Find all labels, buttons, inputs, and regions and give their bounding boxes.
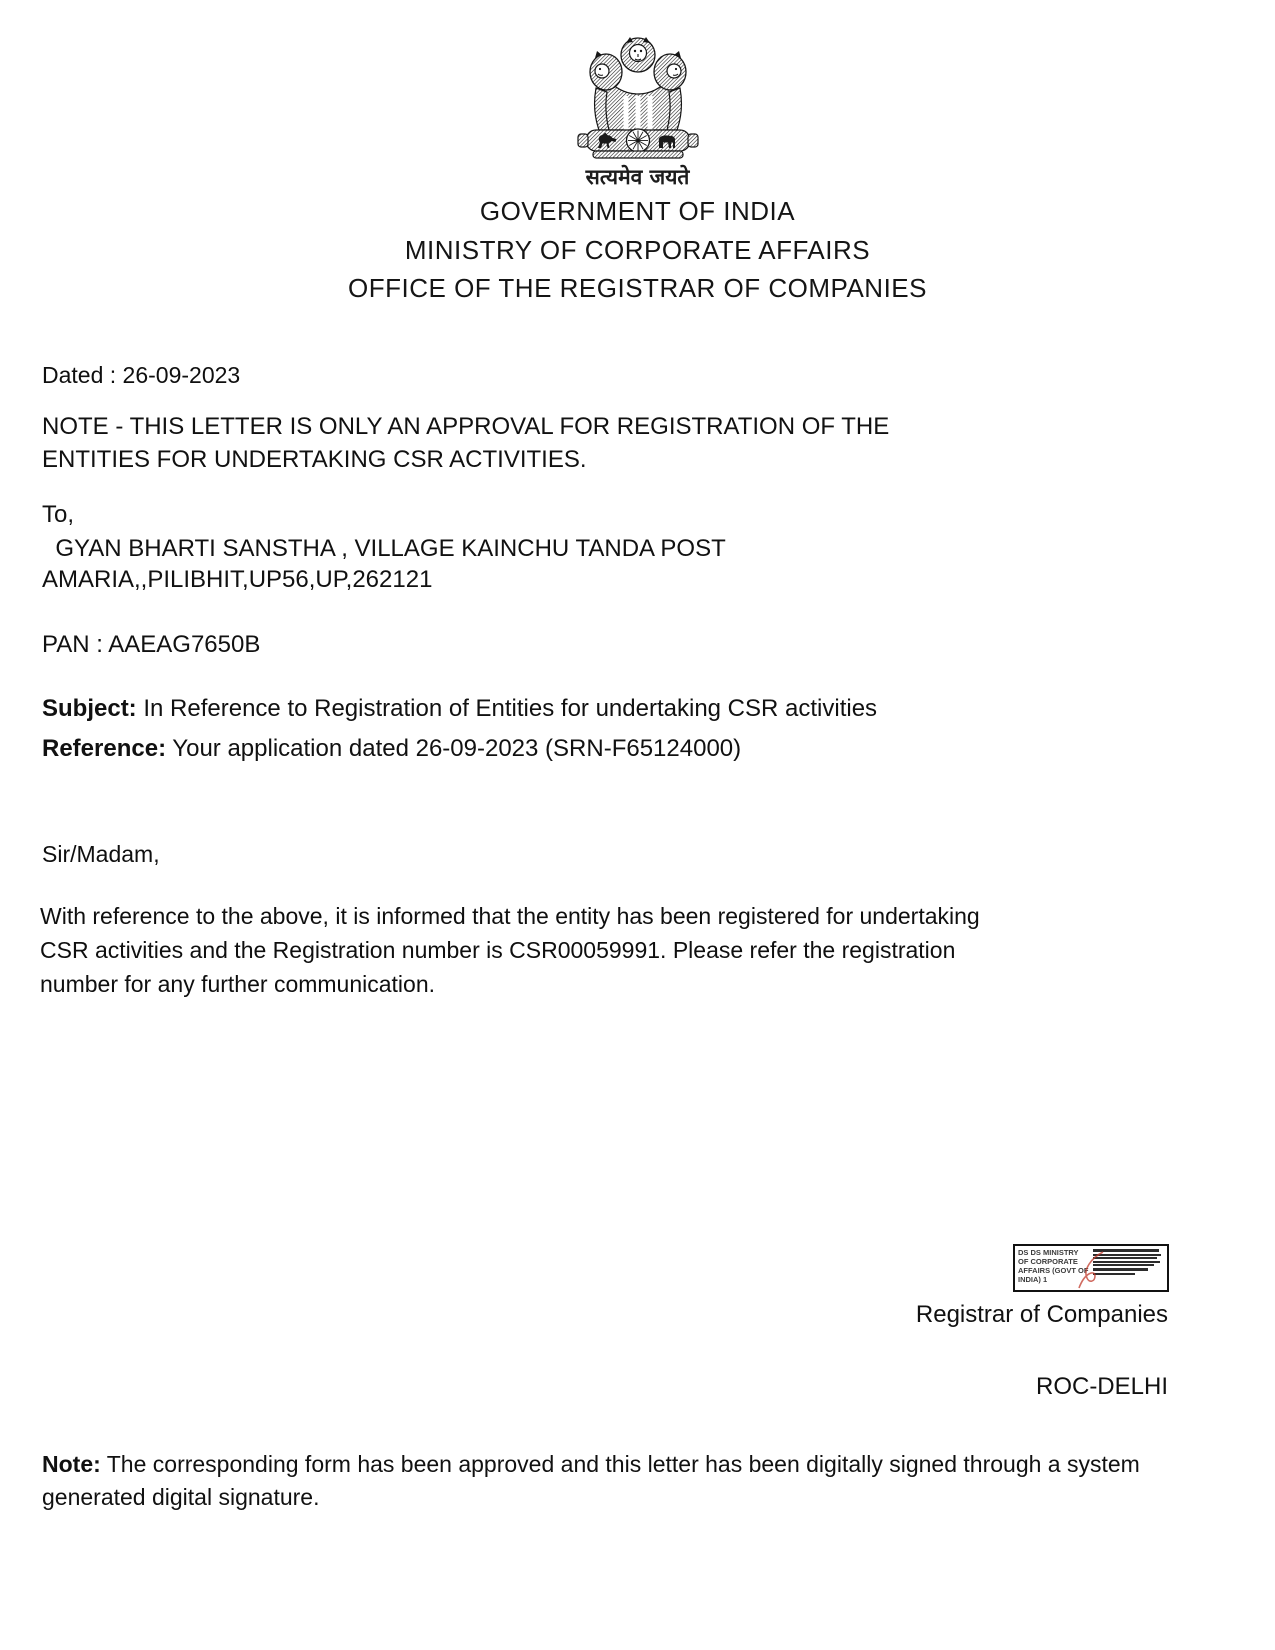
footer-note-text: The corresponding form has been approved and this letter has been digitally signed through a system generated digital signature. (42, 1451, 1140, 1510)
reference-text: Your application dated 26-09-2023 (SRN-F65124000) (166, 735, 742, 762)
emblem-container (0, 30, 1275, 167)
stamp-signer-text: DS DS MINISTRY OF CORPORATE AFFAIRS (GOVT OF INDIA) 1 (1018, 1248, 1089, 1284)
header-government-of-india: GOVERNMENT OF INDIA (479, 196, 796, 226)
roc-office-code: ROC-DELHI (1035, 1373, 1168, 1400)
approval-note (42, 410, 1057, 476)
footer-note-label: Note: (42, 1451, 101, 1477)
body-line-3: number for any further communication. (40, 971, 436, 997)
emblem-motto: सत्यमेव जयते (585, 165, 690, 189)
signatory-title: Registrar of Companies (915, 1301, 1168, 1328)
footer-note (42, 1448, 1160, 1514)
recipient-address-line-2: AMARIA,,PILIBHIT,UP56,UP,262121 (42, 566, 433, 593)
approval-note-line-2: ENTITIES FOR UNDERTAKING CSR ACTIVITIES. (42, 446, 587, 473)
reference-line (42, 735, 741, 763)
digital-signature-stamp (1013, 1244, 1169, 1292)
subject-line (42, 695, 877, 723)
signature-squiggle-icon (1073, 1248, 1109, 1292)
subject-label: Subject: (42, 695, 137, 722)
lion-capital-of-ashoka-icon (571, 30, 705, 162)
body-line-2: CSR activities and the Registration number is CSR00059991. Please refer the registration (40, 937, 956, 963)
to-label: To, (42, 501, 75, 528)
recipient-address-line-1: GYAN BHARTI SANSTHA , VILLAGE KAINCHU TANDA POST (42, 535, 726, 562)
header-office-of-registrar: OFFICE OF THE REGISTRAR OF COMPANIES (348, 273, 927, 303)
reference-label: Reference: (42, 735, 167, 762)
subject-text: In Reference to Registration of Entities for undertaking CSR activities (136, 695, 878, 722)
dated-line: Dated : 26-09-2023 (42, 362, 241, 388)
body-line-1: With reference to the above, it is informed that the entity has been registered for undertaking (40, 903, 980, 929)
body-paragraph (40, 899, 1180, 1001)
salutation: Sir/Madam, (42, 841, 160, 867)
pan-line: PAN : AAEAG7650B (42, 631, 261, 658)
approval-note-line-1: NOTE - THIS LETTER IS ONLY AN APPROVAL FOR REGISTRATION OF THE (42, 413, 890, 440)
header-ministry: MINISTRY OF CORPORATE AFFAIRS (404, 235, 871, 265)
